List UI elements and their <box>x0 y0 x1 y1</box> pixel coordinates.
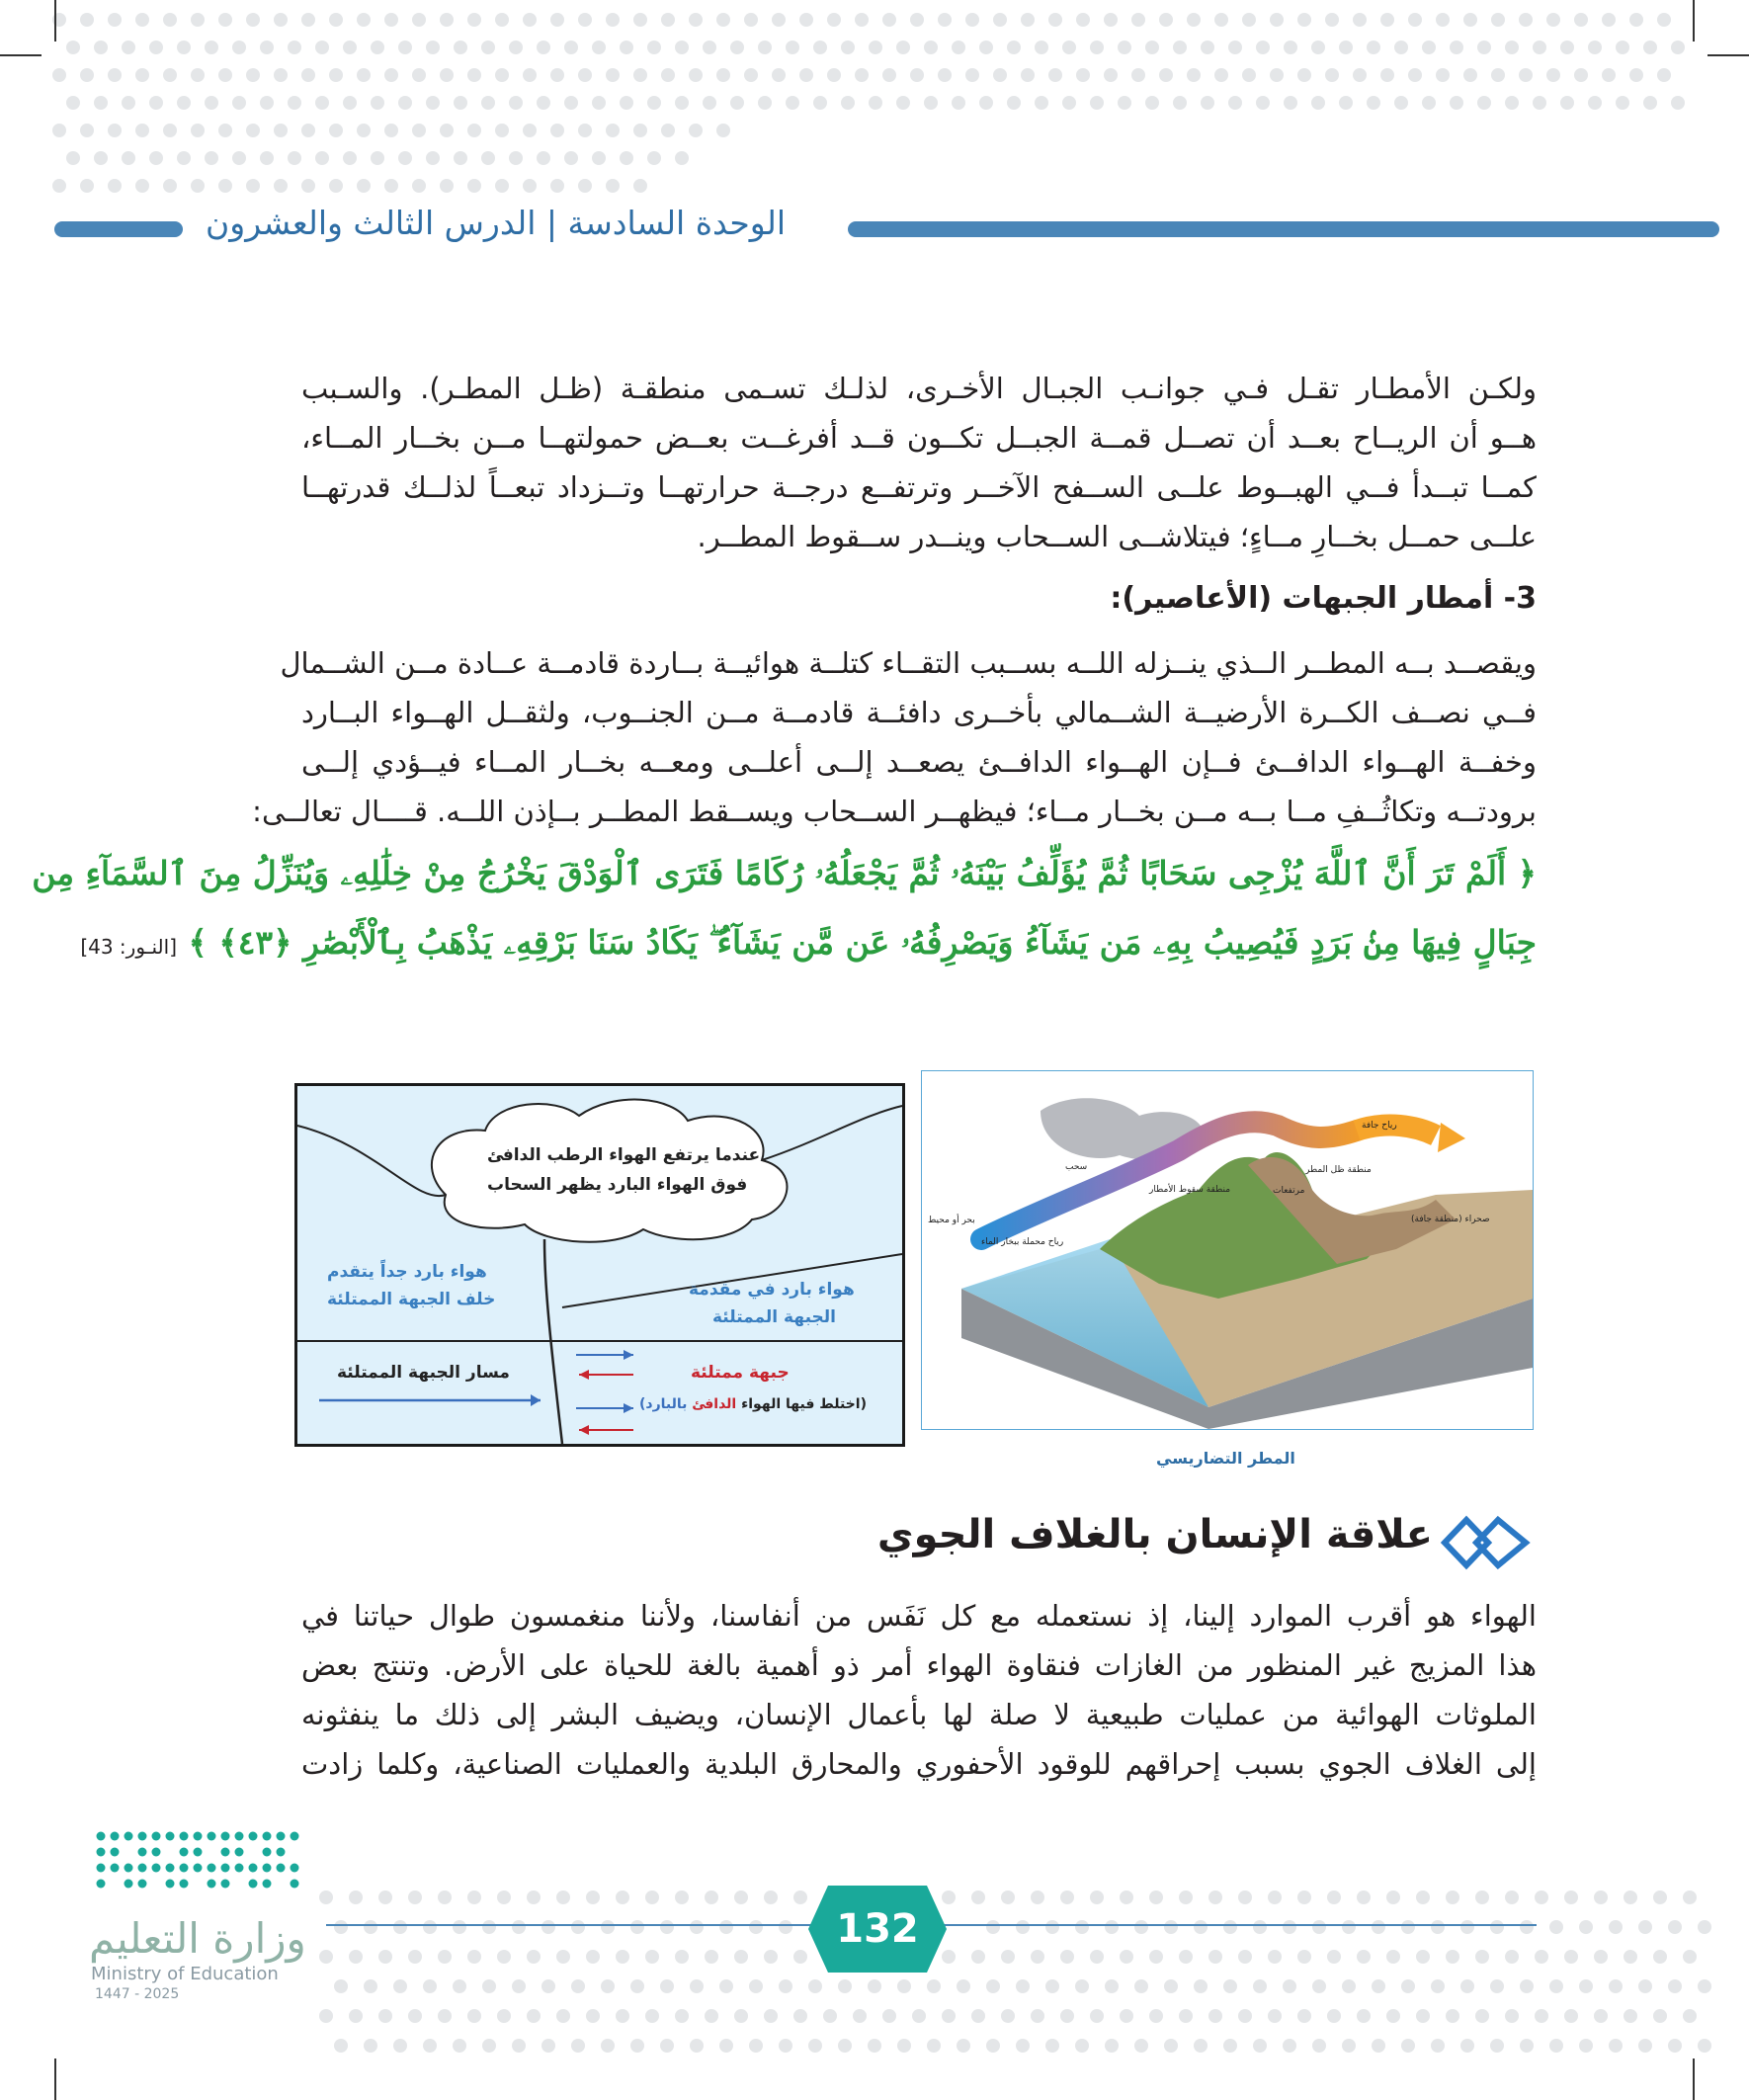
cold-behind-text-1: هواء بارد جداً يتقدم <box>327 1262 487 1282</box>
page-number-badge <box>808 1886 947 1973</box>
ministry-logo-mark <box>95 1826 312 1905</box>
label-sea: بحر أو محيط <box>928 1216 975 1225</box>
cold-ahead-text-2: الجبهة الممتلئة <box>712 1307 836 1327</box>
cold-behind-text-2: خلف الجبهة الممتلئة <box>327 1290 496 1309</box>
cloud-text-2: فوق الهواء البارد يظهر السحاب <box>487 1175 748 1195</box>
academic-year: 2025 - 1447 <box>95 1986 180 2002</box>
label-rain-shadow: منطقة ظل المطر <box>1305 1165 1372 1175</box>
cloud-text-1: عندما يرتفع الهواء الرطب الدافئ <box>487 1145 761 1165</box>
mix-prefix: (اختلط فيها الهواء <box>736 1396 867 1412</box>
section-title-human-atmosphere: علاقة الإنسان بالغلاف الجوي <box>876 1512 1433 1557</box>
quran-reference: [النـور: 43] <box>80 935 178 959</box>
page-number: 132 <box>836 1906 919 1952</box>
text-line: وخفــة الهــواء الدافــئ فــإن الهــواء الدافــئ يصعــد إلــى أعلــى ومعــه بخــار المــاء فيــؤدي إلــى <box>301 745 1537 779</box>
occluded-front-diagram <box>294 1083 905 1447</box>
section-heading-frontal-rain: 3- أمطار الجبهات (الأعاصير): <box>1110 581 1537 616</box>
text-line: الهواء هو أقرب الموارد إلينا، إذ نستعمله مع كل نَفَس من أنفاسنا، ولأننا منغمسون طوال حياتنا في <box>301 1599 1537 1633</box>
text-line: الملوثات الهوائية من عمليات طبيعية لا صلة لها بأعمال الإنسان، ويضيف البشر إلى ذلك ما ينفثونه <box>301 1698 1537 1731</box>
paragraph-rain-shadow <box>301 364 1537 561</box>
occluded-front-label: جبهة ممتلئة <box>691 1363 790 1383</box>
unit-lesson-title: الوحدة السادسة | الدرس الثالث والعشرون <box>206 204 786 242</box>
text-line: ويقصــد بــه المطــر الــذي ينــزله اللــه بســبب التقــاء كتلــة هوائيــة بــاردة قادمــة عــادة مــن الشــمال <box>280 646 1537 680</box>
mix-cold: بالبارد) <box>639 1396 693 1412</box>
label-highlands: مرتفعات <box>1273 1186 1305 1196</box>
label-dry-winds: رياح جافة <box>1362 1121 1397 1131</box>
label-desert: صحراء (منطقة جافة) <box>1411 1215 1490 1224</box>
mixing-note <box>639 1396 867 1412</box>
crop-mark <box>54 0 56 42</box>
text-line: برودتــه وتكاثُــفِ مــا بــه مــن بخــار مــاء؛ فيظهــر الســحاب ويســقط المطــر بــإذن اللــه. قــــال تعالــى: <box>252 795 1537 828</box>
label-clouds: سحب <box>1065 1162 1088 1172</box>
crop-mark <box>1693 0 1695 42</box>
quran-verse-text: جِبَالٍ فِيهَا مِنۢ بَرَدٍ فَيُصِيبُ بِهِۦ مَن يَشَآءُ وَيَصْرِفُهُۥ عَن مَّن يَشَآءُ ۖ يَكَادُ سَنَا بَرْقِهِۦ يَذْهَبُ بِٱلْأَبْصَٰرِ ﴿٤٣﴾ ﴾ <box>188 923 1537 962</box>
figure-caption: المطر التضاريسي <box>1156 1449 1295 1468</box>
text-line: هذا المزيج غير المنظور من الغازات فنقاوة الهواء أمر ذو أهمية بالغة للحياة على الأرض. وتنتج بعض <box>301 1648 1537 1682</box>
text-line: إلى الغلاف الجوي بسبب إحراقهم للوقود الأحفوري والمحارق البلدية والعمليات الصناعية، وكلما زادت <box>301 1747 1537 1781</box>
header-bar-short <box>54 221 183 237</box>
diamond-chain-icon <box>1435 1508 1534 1577</box>
text-line: ولكـن الأمطـار تقـل فـي جوانـب الجبـال الأخـرى، لذلـك تسـمى منطقـة (ظـل المطـر). والسـبب <box>301 372 1537 405</box>
mix-warm: الدافئ <box>692 1396 737 1412</box>
quran-verse-line2 <box>80 923 1537 974</box>
text-line: كمــا تبــدأ فــي الهبــوط علــى الســفح الآخــر وترتفــع درجــة حرارتهــا وتــزداد تبعــاً لذلــك قدرتهــا <box>301 470 1537 504</box>
text-line: هــو أن الريــاح بعــد أن تصــل قمــة الجبــل تكــون قــد أفرغــت بعــض حمولتهــا مــن بخــار المــاء، <box>301 421 1537 455</box>
crop-mark <box>1707 54 1749 56</box>
label-moist-winds: رياح محملة ببخار الماء <box>981 1237 1064 1247</box>
label-rain-zone: منطقة سقوط الأمطار <box>1149 1185 1231 1195</box>
ministry-name-english: Ministry of Education <box>91 1964 279 1984</box>
paragraph-human-atmosphere <box>301 1591 1537 1789</box>
ministry-name-arabic: وزارة التعليم <box>89 1914 306 1963</box>
paragraph-frontal-rain <box>252 638 1537 836</box>
text-line: فــي نصــف الكــرة الأرضيــة الشــمالي بأخــرى دافئــة قادمــة مــن الجنــوب، ولثقــل الهــواء البــارد <box>301 696 1537 729</box>
quran-verse-line1: ﴿ أَلَمْ تَرَ أَنَّ ٱللَّهَ يُزْجِى سَحَابًا ثُمَّ يُؤَلِّفُ بَيْنَهُۥ ثُمَّ يَجْعَلُهُۥ رُكَامًا فَتَرَى ٱلْوَدْقَ يَخْرُجُ مِنْ خِلَٰلِهِۦ وَيُنَزِّلُ مِنَ ٱلسَّمَآءِ مِن <box>32 854 1537 892</box>
orographic-drawing <box>922 1071 1533 1429</box>
text-line: علــى حمــل بخــارِ مــاءٍ؛ فيتلاشــى الســحاب وينــدر ســقوط المطــر. <box>697 520 1537 553</box>
front-path-label: مسار الجبهة الممتلئة <box>337 1363 510 1383</box>
cold-ahead-text-1: هواء بارد في مقدمة <box>689 1280 855 1300</box>
crop-mark <box>0 54 42 56</box>
orographic-rain-diagram <box>921 1070 1534 1430</box>
header-bar <box>848 221 1719 237</box>
